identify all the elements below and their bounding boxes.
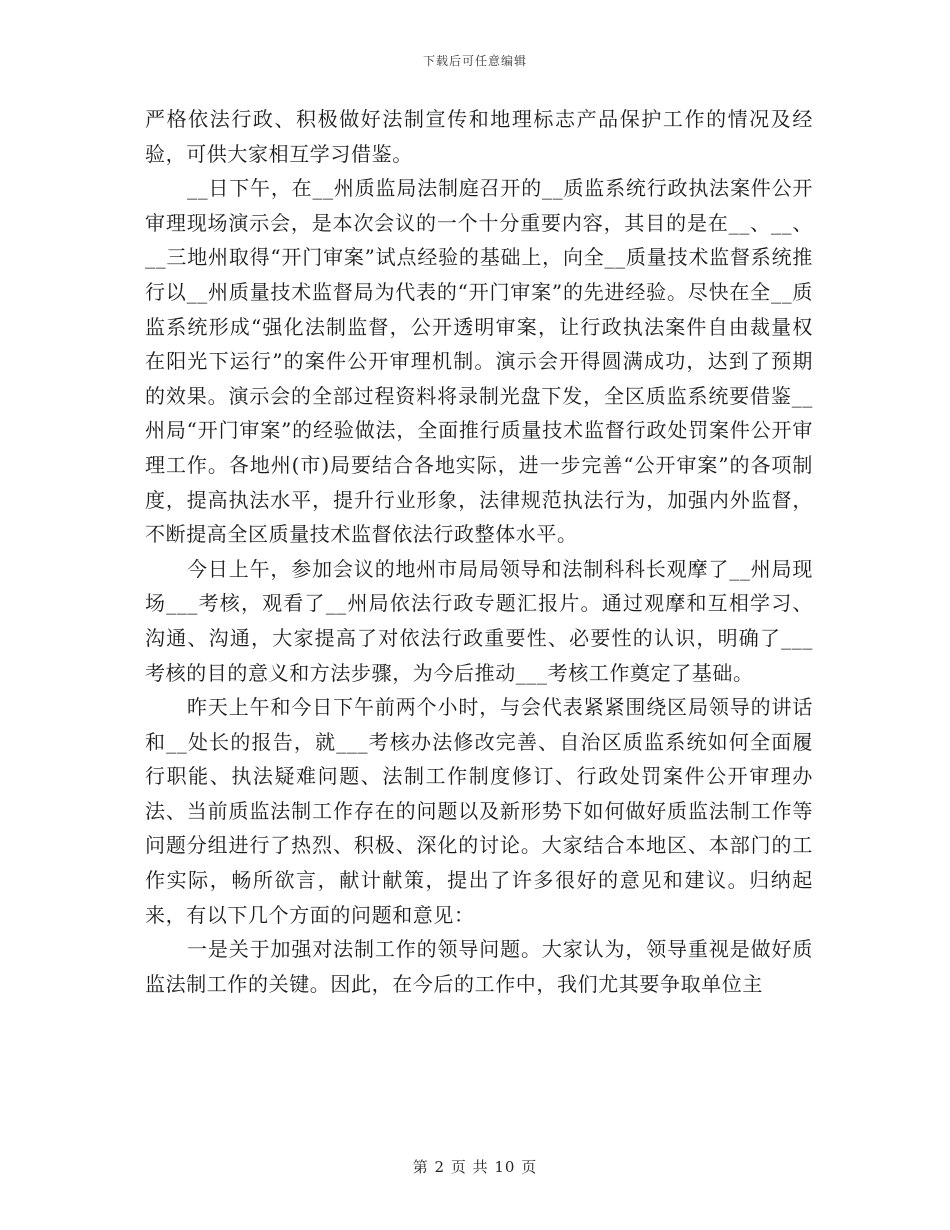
body-paragraph-2: __日下午，在__州质监局法制庭召开的__质监系统行政执法案件公开审理现场演示会，是本次会议的一个十分重要内容，其目的是在__、__、__三地州取得“开门审案”试点经验的基础上，向全__质量技术监督系统推行以__州质量技术监督局为代表的“开门审案”的先进经验。尽快在全__质监系统形成“强化法制监督，公开透明审案，让行政执法案件自由裁量权在阳光下运行”的案件公开审理机制。演示会开得圆满成功，达到了预期的效果。演示会的全部过程资料将录制光盘下发，全区质监系统要借鉴__州局“开门审案”的经验做法，全面推行质量技术监督行政处罚案件公开审理工作。各地州(市)局要结合各地实际，进一步完善“公开审案”的各项制度，提高执法水平，提升行业形象，法律规范执法行为，加强内外监督，不断提高全区质量技术监督依法行政整体水平。 — [145, 176, 813, 547]
body-paragraph-4: 昨天上午和今日下午前两个小时，与会代表紧紧围绕区局领导的讲话和__处长的报告，就___考核办法修改完善、自治区质监系统如何全面履行职能、执法疑难问题、法制工作制度修订、行政处罚案件公开审理办法、当前质监法制工作存在的问题以及新形势下如何做好质监法制工作等问题分组进行了热烈、积极、深化的讨论。大家结合本地区、本部门的工作实际，畅所欲言，献计献策，提出了许多很好的意见和建议。归纳起来，有以下几个方面的问题和意见： — [145, 695, 813, 927]
document-body — [145, 102, 813, 1001]
body-paragraph-5: 一是关于加强对法制工作的领导问题。大家认为，领导重视是做好质监法制工作的关键。因此，在今后的工作中，我们尤其要争取单位主 — [145, 937, 813, 996]
body-paragraph-3: 今日上午，参加会议的地州市局局领导和法制科科长观摩了__州局现场___考核，观看了__州局依法行政专题汇报片。通过观摩和互相学习、沟通、沟通，大家提高了对依法行政重要性、必要性的认识，明确了___考核的目的意义和方法步骤，为今后推动___考核工作奠定了基础。 — [145, 556, 813, 685]
body-paragraph-1: 严格依法行政、积极做好法制宣传和地理标志产品保护工作的情况及经验，可供大家相互学习借鉴。 — [145, 107, 813, 166]
page-number-footer: 第 2 页 共 10 页 — [412, 1158, 538, 1176]
page-header-note: 下载后可任意编辑 — [422, 54, 527, 68]
